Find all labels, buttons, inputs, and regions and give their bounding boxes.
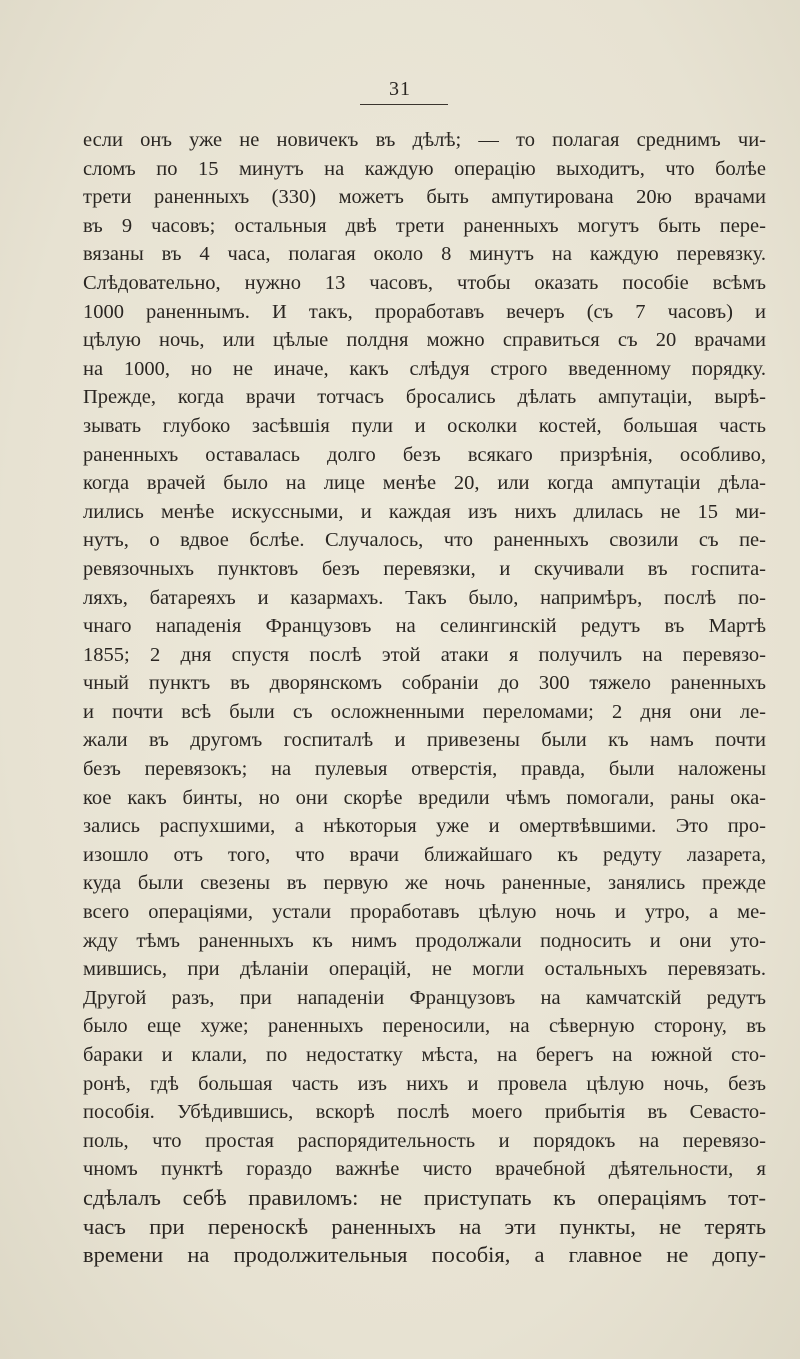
text-line: зались распухшими, а нѣкоторыя уже и омертвѣвшими. Это про- bbox=[83, 815, 766, 838]
text-line: ронѣ, гдѣ большая часть изъ нихъ и провела цѣлую ночь, безъ bbox=[83, 1072, 766, 1095]
text-line: зывать глубоко засѣвшія пули и осколки костей, большая часть bbox=[83, 414, 766, 437]
text-line: вязаны въ 4 часа, полагая около 8 минутъ на каждую перевязку. bbox=[83, 243, 766, 266]
text-line: безъ перевязокъ; на пулевыя отверстія, правда, были наложены bbox=[83, 758, 766, 781]
text-line: жали въ другомъ госпиталѣ и привезены были къ намъ почти bbox=[83, 729, 766, 752]
text-line: чнаго нападенія Французовъ на селингинскій редутъ въ Мартѣ bbox=[83, 615, 766, 638]
text-line: времени на продолжительныя пособія, а главное не допу- bbox=[83, 1242, 766, 1268]
text-line: Прежде, когда врачи тотчасъ бросались дѣлать ампутаціи, вырѣ- bbox=[83, 386, 766, 409]
text-line: и почти всѣ были съ осложненными переломами; 2 дня они ле- bbox=[83, 700, 766, 723]
text-line: жду тѣмъ раненныхъ къ нимъ продолжали подносить и они уто- bbox=[83, 929, 766, 952]
body-text bbox=[83, 126, 766, 1270]
text-line: раненныхъ оставалась долго безъ всякаго призрѣнія, особливо, bbox=[83, 443, 766, 466]
text-line: 1000 раненнымъ. И такъ, проработавъ вечеръ (съ 7 часовъ) и bbox=[83, 300, 766, 323]
text-line: если онъ уже не новичекъ въ дѣлѣ; — то полагая среднимъ чи- bbox=[83, 129, 766, 151]
text-line: поль, что простая распорядительность и порядокъ на перевязо- bbox=[83, 1129, 766, 1152]
text-line: было еще хуже; раненныхъ переносили, на сѣверную сторону, въ bbox=[83, 1015, 766, 1038]
text-line: когда врачей было на лице менѣе 20, или когда ампутаціи дѣла- bbox=[83, 472, 766, 495]
text-line: мившись, при дѣланіи операцій, не могли остальныхъ перевязать. bbox=[83, 958, 766, 981]
text-line: чномъ пунктѣ гораздо важнѣе чисто врачебной дѣятельности, я bbox=[83, 1158, 766, 1181]
text-line: изошло отъ того, что врачи ближайшаго къ редуту лазарета, bbox=[83, 843, 766, 866]
text-line: пособія. Убѣдившись, вскорѣ послѣ моего прибытія въ Севасто- bbox=[83, 1101, 766, 1124]
text-line: сдѣлалъ себѣ правиломъ: не приступать къ операціямъ тот- bbox=[83, 1184, 766, 1210]
text-line: кое какъ бинты, но они скорѣе вредили чѣмъ помогали, раны ока- bbox=[83, 786, 766, 809]
text-line: куда были свезены въ первую же ночь раненные, занялись прежде bbox=[83, 872, 766, 895]
text-line: ляхъ, батареяхъ и казармахъ. Такъ было, напримѣръ, послѣ по- bbox=[83, 586, 766, 609]
text-line: цѣлую ночь, или цѣлые полдня можно справиться съ 20 врачами bbox=[83, 329, 766, 352]
text-line: бараки и клали, по недостатку мѣста, на берегъ на южной сто- bbox=[83, 1044, 766, 1066]
text-line: лились менѣе искуссными, и каждая изъ нихъ длилась не 15 ми- bbox=[83, 500, 766, 523]
text-line: трети раненныхъ (330) можетъ быть ампутирована 20ю врачами bbox=[83, 186, 766, 209]
text-line: 1855; 2 дня спустя послѣ этой атаки я получилъ на перевязо- bbox=[83, 643, 766, 666]
text-line: на 1000, но не иначе, какъ слѣдуя строго введенному порядку. bbox=[83, 357, 766, 380]
text-line: нутъ, о вдвое бслѣе. Случалось, что раненныхъ свозили съ пе- bbox=[83, 529, 766, 552]
text-line: сломъ по 15 минутъ на каждую операцію выходитъ, что болѣе bbox=[83, 157, 766, 180]
page-number: 31 bbox=[389, 78, 411, 100]
text-line: часъ при переноскѣ раненныхъ на эти пункты, не терять bbox=[83, 1213, 766, 1239]
text-line: чный пунктъ въ дворянскомъ собраніи до 300 тяжело раненныхъ bbox=[83, 672, 766, 695]
text-line: ревязочныхъ пунктовъ безъ перевязки, и скучивали въ госпита- bbox=[83, 557, 766, 580]
text-line: всего операціями, устали проработавъ цѣлую ночь и утро, а ме- bbox=[83, 901, 766, 924]
text-line: Слѣдовательно, нужно 13 часовъ, чтобы оказать пособіе всѣмъ bbox=[83, 271, 766, 294]
text-line: въ 9 часовъ; остальныя двѣ трети раненныхъ могутъ быть пере- bbox=[83, 214, 766, 237]
page-number-rule bbox=[360, 104, 448, 105]
text-line: Другой разъ, при нападеніи Французовъ на камчатскій редутъ bbox=[83, 986, 766, 1009]
